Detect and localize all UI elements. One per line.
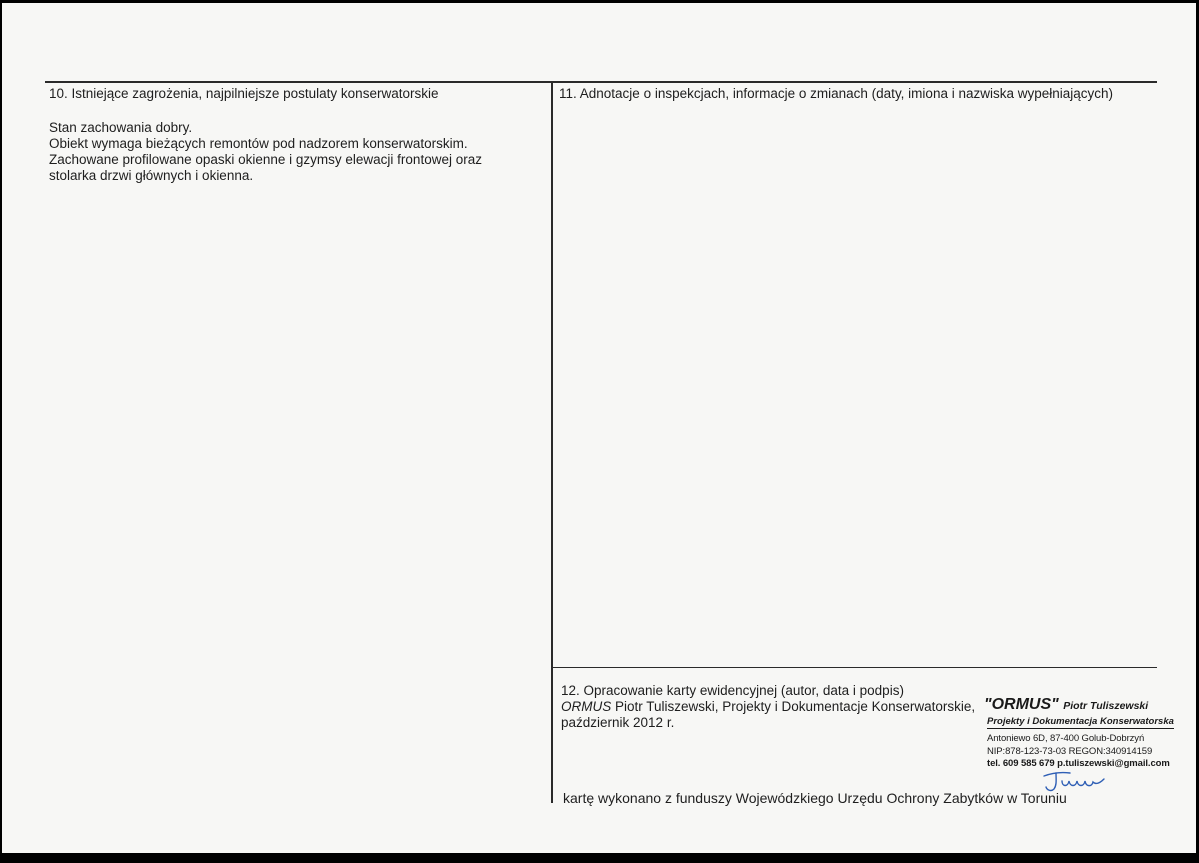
section10-line: Obiekt wymaga bieżących remontów pod nadzorem konserwatorskim. [49, 136, 468, 151]
section10-heading: 10. Istniejące zagrożenia, najpilniejsze postulaty konserwatorskie [49, 86, 439, 101]
company-stamp [984, 696, 1174, 776]
funding-note: kartę wykonano z funduszy Wojewódzkiego Urzędu Ochrony Zabytków w Toruniu [563, 790, 1067, 806]
stamp-contact: tel. 609 585 679 p.tuliszewski@gmail.com [987, 758, 1170, 769]
stamp-ids: NIP:878-123-73-03 REGON:340914159 [987, 746, 1153, 757]
document-page [2, 3, 1196, 853]
section12-heading: 12. Opracowanie karty ewidencyjnej (autor, data i podpis) [561, 683, 904, 698]
section11-heading: 11. Adnotacje o inspekcjach, informacje o zmianach (daty, imiona i nazwiska wypełniających) [559, 86, 1114, 101]
author-rest: Piotr Tuliszewski, Projekty i Dokumentacje Konserwatorskie, [611, 699, 976, 714]
stamp-subtitle: Projekty i Dokumentacja Konserwatorska [987, 716, 1174, 727]
section12-date: październik 2012 r. [561, 715, 675, 730]
stamp-brand [984, 696, 1148, 714]
author-brand: ORMUS [561, 699, 612, 714]
section10-line: Stan zachowania dobry. [49, 120, 193, 135]
stamp-address: Antoniewo 6D, 87-400 Golub-Dobrzyń [987, 733, 1145, 744]
section10-line: stolarka drzwi głównych i okienna. [49, 168, 254, 183]
section12-author [561, 699, 975, 715]
stamp-brand-name: "ORMUS" [984, 696, 1059, 713]
section12-rule [551, 667, 1157, 668]
top-rule [45, 81, 1157, 83]
stamp-owner: Piotr Tuliszewski [1063, 700, 1149, 712]
section10-line: Zachowane profilowane opaski okienne i gzymsy elewacji frontowej oraz [49, 152, 482, 167]
column-divider [551, 81, 553, 803]
section10-body [49, 120, 482, 184]
